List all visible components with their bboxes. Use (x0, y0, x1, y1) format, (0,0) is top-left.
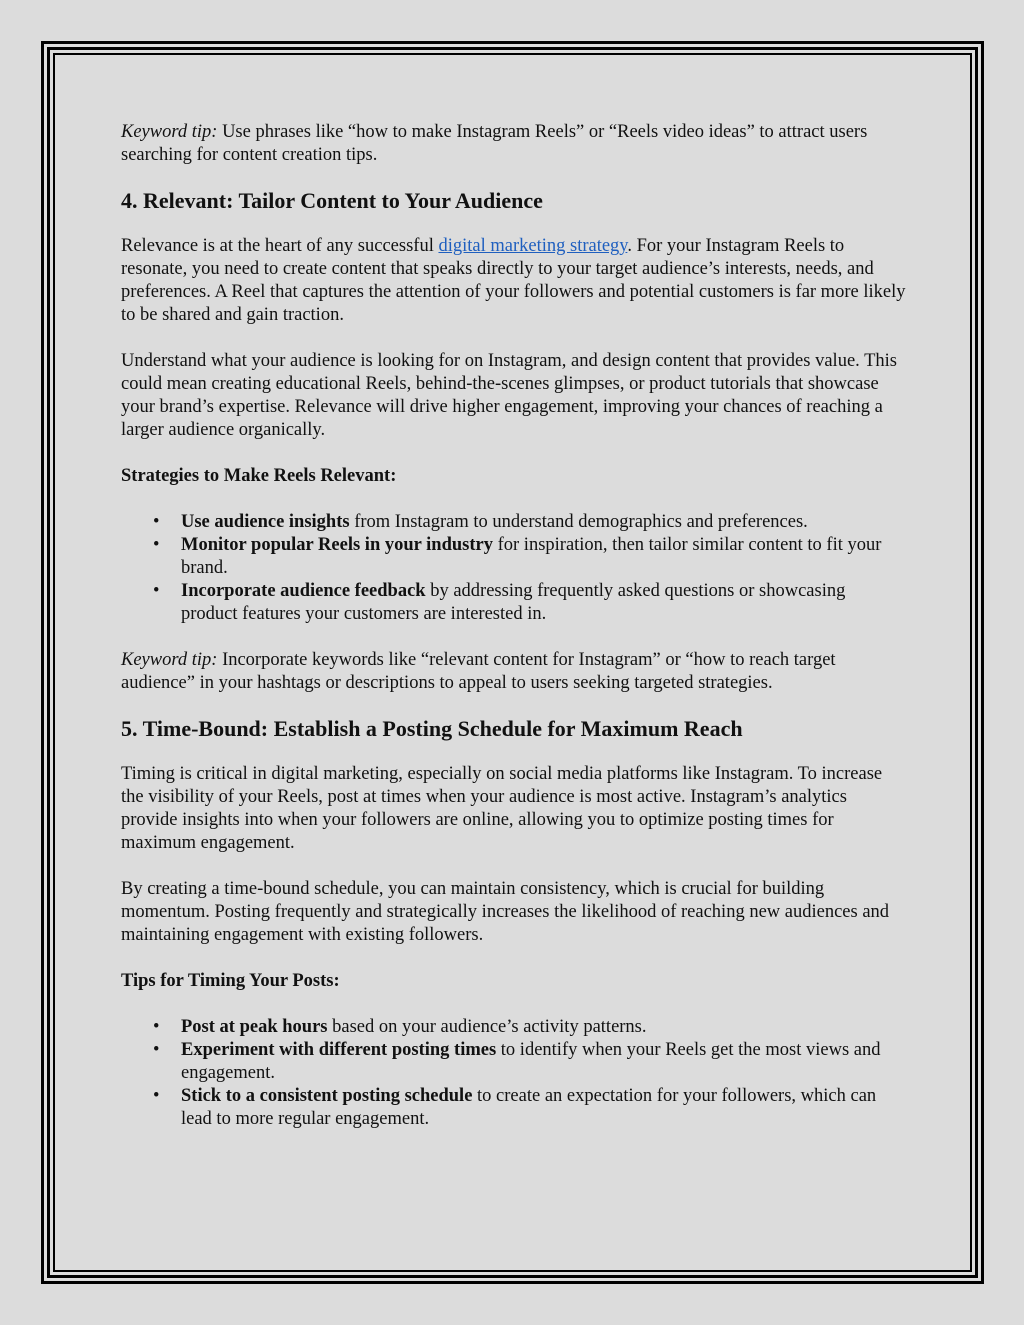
section-heading-relevant: 4. Relevant: Tailor Content to Your Audience (121, 188, 543, 213)
document-body (121, 121, 906, 1131)
relevant-p1-before: Relevance is at the heart of any successful (121, 236, 439, 256)
section-heading-time-bound: 5. Time-Bound: Establish a Posting Schedule for Maximum Reach (121, 716, 743, 741)
relevant-keyword-tip-paragraph (121, 649, 906, 695)
list-item-bold: Incorporate audience feedback (181, 581, 426, 601)
keyword-tip-text: Incorporate keywords like “relevant content for Instagram” or “how to reach target audience” in your hashtags or descriptions to appeal to users seeking targeted strategies. (121, 650, 836, 693)
relevant-p1-after: . For your Instagram Reels to resonate, you need to create content that speaks directly to your target audience’s interests, needs, and preferences. A Reel that captures the attention of your followers and potential customers is far more likely to be shared and gain traction. (121, 236, 906, 325)
list-item (181, 580, 906, 626)
relevant-paragraph-1 (121, 235, 906, 327)
list-item (181, 1039, 906, 1085)
list-item-text: by addressing frequently asked questions or showcasing product features your customers are interested in. (181, 581, 846, 624)
keyword-tip-text: Use phrases like “how to make Instagram Reels” or “Reels video ideas” to attract users searching for content creation tips. (121, 122, 868, 165)
time-bound-paragraph-2: By creating a time-bound schedule, you can maintain consistency, which is crucial for building momentum. Posting frequently and strategically increases the likelihood of reaching new audiences and maintaining engagement with existing followers. (121, 879, 890, 945)
list-item-bold: Experiment with different posting times (181, 1040, 497, 1060)
list-item-text: based on your audience’s activity patterns. (327, 1017, 647, 1037)
list-item (181, 1016, 906, 1039)
relevant-strategies-list (121, 511, 906, 626)
relevant-strategies-subheading: Strategies to Make Reels Relevant: (121, 466, 397, 486)
keyword-tip-paragraph (121, 121, 906, 167)
keyword-tip-label: Keyword tip: (121, 122, 218, 142)
list-item-text: for inspiration, then tailor similar content to fit your brand. (181, 535, 882, 578)
list-item (181, 511, 906, 534)
relevant-paragraph-2: Understand what your audience is looking for on Instagram, and design content that provides value. This could mean creating educational Reels, behind-the-scenes glimpses, or product tutorials that showcase your brand’s expertise. Relevance will drive higher engagement, improving your chances of reaching a larger audience organically. (121, 351, 897, 440)
list-item-text: to identify when your Reels get the most views and engagement. (181, 1040, 881, 1083)
list-item-bold: Post at peak hours (181, 1017, 328, 1037)
list-item (181, 534, 906, 580)
list-item (181, 1085, 906, 1131)
list-item-bold: Monitor popular Reels in your industry (181, 535, 493, 555)
timing-tips-list (121, 1016, 906, 1131)
list-item-bold: Stick to a consistent posting schedule (181, 1086, 473, 1106)
timing-tips-subheading: Tips for Timing Your Posts: (121, 971, 340, 991)
keyword-tip-label: Keyword tip: (121, 650, 218, 670)
time-bound-paragraph-1: Timing is critical in digital marketing, especially on social media platforms like Instagram. To increase the visibility of your Reels, post at times when your audience is most active. Instagram’s analytics provide insights into when your followers are online, allowing you to optimize posting times for maximum engagement. (121, 764, 883, 853)
digital-marketing-strategy-link[interactable]: digital marketing strategy (438, 236, 628, 256)
list-item-bold: Use audience insights (181, 512, 350, 532)
list-item-text: to create an expectation for your followers, which can lead to more regular engagement. (181, 1086, 877, 1129)
list-item-text: from Instagram to understand demographics and preferences. (349, 512, 808, 532)
